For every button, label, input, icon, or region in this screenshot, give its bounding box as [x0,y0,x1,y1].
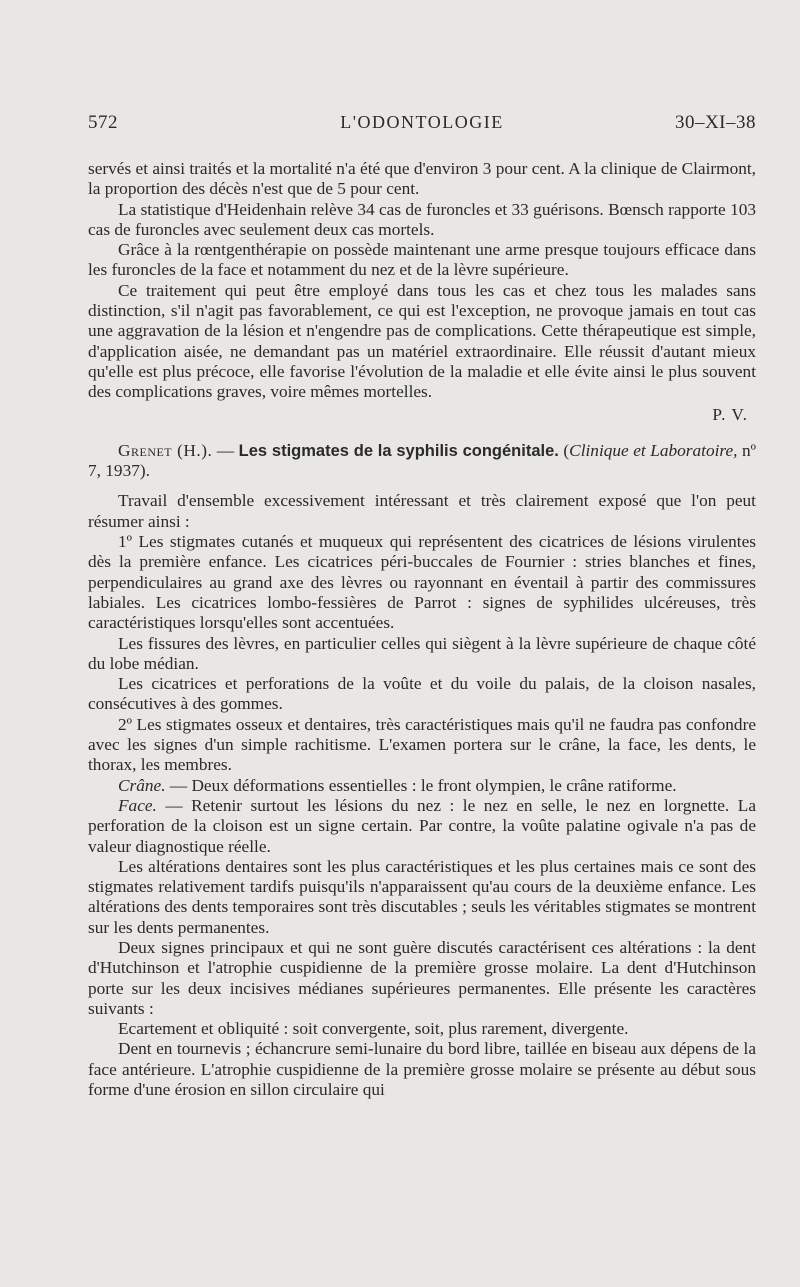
paragraph [88,776,756,796]
paragraph-text: — Deux déformations essentielles : le front olympien, le crâne ratiforme. [165,775,677,795]
paragraph: Travail d'ensemble excessivement intéressant et très clairement exposé que l'on peut résumer ainsi : [88,491,756,531]
reference-dash: — [212,440,239,460]
paragraph: La statistique d'Heidenhain relève 34 cas de furoncles et 33 guérisons. Bœnsch rapporte 103 cas de furoncles avec seulement deux cas mortels. [88,199,756,239]
paragraph: Grâce à la rœntgenthérapie on possède maintenant une arme presque toujours efficace dans les furoncles de la face et notamment du nez et de la lèvre supérieure. [88,240,756,280]
journal-title: L'ODONTOLOGIE [340,112,504,132]
reference-source: Clinique et Laboratoire, [569,440,738,460]
paragraph-lead: Face. [118,795,157,815]
paragraph-text: — Retenir surtout les lésions du nez : le nez en selle, le nez en lorgnette. La perforation de la cloison est un signe certain. Par contre, la voûte palatine ogivale n'a pas de valeur diagnostique réelle. [88,795,756,856]
reference-author: Grenet (H.). [118,440,213,460]
issue-date: 30–XI–38 [674,112,756,133]
paragraph: Ce traitement qui peut être employé dans tous les cas et chez tous les malades sans distinction, s'il n'agit pas favorablement, ce qui est l'exception, ne provoque jamais en tout cas une aggravation de la lésion et n'engendre pas de complications. Cette thérapeutique est simple, d'application aisée, ne demandant pas un matériel extraordinaire. Elle réussit d'autant mieux qu'elle est plus précoce, elle favorise l'évolution de la maladie et elle évite ainsi le plus souvent des complications graves, voire mêmes mortelles. [88,280,756,402]
paragraph: Les fissures des lèvres, en particulier celles qui siègent à la lèvre supérieure de chaque côté du lobe médian. [88,633,756,673]
bibliographic-reference [88,441,756,482]
reference-title: Les stigmates de la syphilis congénitale. [238,441,559,460]
paragraph [88,796,756,857]
paragraph: 2º Les stigmates osseux et dentaires, très caractéristiques mais qu'il ne faudra pas confondre avec les signes d'un simple rachitisme. L'examen portera sur le crâne, la face, les dents, le thorax, les membres. [88,714,756,775]
paragraph: servés et ainsi traités et la mortalité n'a été que d'environ 3 pour cent. A la clinique de Clairmont, la proportion des décès n'est que de 5 pour cent. [88,159,756,199]
reference-paren: ( [558,440,570,460]
page-body [88,159,756,1100]
paragraph: 1º Les stigmates cutanés et muqueux qui représentent des cicatrices de lésions virulentes dès la première enfance. Les cicatrices péri-buccales de Fournier : stries blanches et fines, perpendiculaires au grand axe des lèvres ou rayonnant en éventail à partir des commissures labiales. Les cicatrices lombo-fessières de Parrot : signes de syphilides ulcéreuses, très caractéristiques lorsqu'elles sont accentuées. [88,532,756,633]
running-header [88,112,756,140]
reference-issue: nº 7, 1937). [88,440,757,481]
paragraph: Dent en tournevis ; échancrure semi-lunaire du bord libre, taillée en biseau aux dépens de la face antérieure. L'atrophie cuspidienne de la première grosse molaire se présente au début sous forme d'une érosion en sillon circulaire qui [88,1039,756,1100]
paragraph: Deux signes principaux et qui ne sont guère discutés caractérisent ces altérations : la dent d'Hutchinson et l'atrophie cuspidienne de la première grosse molaire. La dent d'Hutchinson porte sur les deux incisives médianes supérieures permanentes. Elle présente les caractères suivants : [88,937,756,1018]
paragraph: Ecartement et obliquité : soit convergente, soit, plus rarement, divergente. [118,1019,629,1039]
paragraph-lead: Crâne. [118,775,166,795]
signature: P. V. [712,404,748,424]
paragraph: Les altérations dentaires sont les plus caractéristiques et les plus certaines mais ce sont des stigmates relativement tardifs puisqu'ils n'apparaissent qu'au cours de la deuxième enfance. Les altérations des dents temporaires sont très discutables ; seuls les véritables stigmates se montrent sur les dents permanentes. [88,856,756,937]
paragraph: Les cicatrices et perforations de la voûte et du voile du palais, de la cloison nasales, consécutives à des gommes. [88,674,756,714]
page-number: 572 [88,112,118,133]
